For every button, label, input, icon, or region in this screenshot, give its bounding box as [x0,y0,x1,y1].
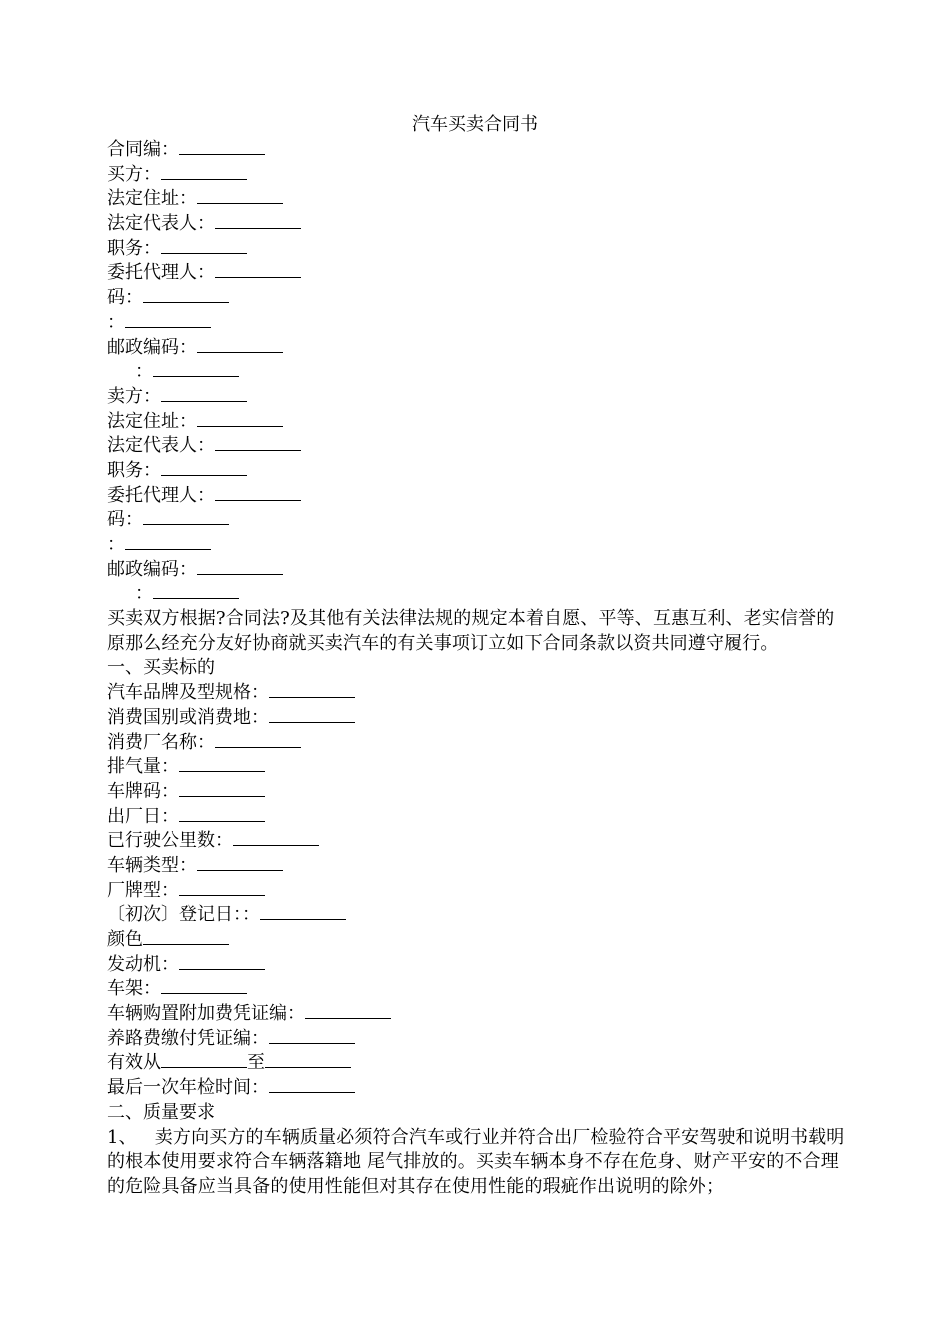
blank-line [153,360,239,377]
seller-postcode: 邮政编码： [107,558,847,583]
blank-line [143,928,229,945]
field-origin: 消费国别或消费地： [107,706,847,731]
field-vehicle-type: 车辆类型： [107,854,847,879]
blank-line [153,582,239,599]
field-validity: 有效从 至 [107,1051,847,1076]
section1-heading: 一、买卖标的 [107,657,215,679]
buyer-code: 码： [107,286,847,311]
field-first-registration: 〔初次〕登记日：： [107,903,847,928]
blank-line [305,1002,391,1019]
blank-line [179,953,265,970]
blank-line [197,187,283,204]
item-text: 卖方向买方的车辆质量必须符合汽车或行业并符合出厂检验符合平安驾驶和说明书载明的根本使用要求符合车辆落籍地 尾气排放的。买卖车辆本身不存在危身、财产平安的不合理的危险具备应当具备的使用性能但对其存在使用性能的瑕疵作出说明的除外； [107,1126,845,1197]
buyer-address: 法定住址： [107,187,847,212]
seller-legal-rep: 法定代表人： [107,434,847,459]
buyer-postcode: 邮政编码： [107,336,847,361]
field-frame: 车架： [107,977,847,1002]
blank-line [215,212,301,229]
buyer-contract-no: 合同编： [107,138,847,163]
blank-line [269,1076,355,1093]
blank-line [215,731,301,748]
field-manufacturer: 消费厂名称： [107,731,847,756]
field-engine: 发动机： [107,953,847,978]
field-factory-date: 出厂日： [107,805,847,830]
blank-line [125,533,211,550]
blank-line [161,237,247,254]
buyer-legal-rep: 法定代表人： [107,212,847,237]
blank-line [215,434,301,451]
blank-line [197,558,283,575]
document-title: 汽车买卖合同书 [412,114,538,135]
intro-paragraph: 买卖双方根据?合同法?及其他有关法律法规的规定本着自愿、平等、互惠互利、老实信誉的原那么经充分友好协商就买卖汽车的有关事项订立如下合同条款以资共同遵守履行。 [107,608,835,654]
seller-colon2: ： [107,582,847,607]
field-brand-model: 汽车品牌及型规格： [107,681,847,706]
blank-line [197,410,283,427]
section2-heading: 二、质量要求 [107,1101,215,1123]
document-body [107,138,847,1200]
blank-line [179,780,265,797]
field-last-inspection: 最后一次年检时间： [107,1076,847,1101]
blank-line [143,508,229,525]
blank-line [269,706,355,723]
seller-colon: ： [107,533,847,558]
blank-line [215,484,301,501]
seller-address: 法定住址： [107,410,847,435]
item-number: 1、 [107,1126,137,1148]
blank-line [260,903,346,920]
blank-line [179,879,265,896]
seller-agent: 委托代理人： [107,484,847,509]
blank-line [161,1051,247,1068]
field-factory-model: 厂牌型： [107,879,847,904]
blank-line [197,336,283,353]
seller-party: 卖方： [107,385,847,410]
buyer-position: 职务： [107,237,847,262]
field-purchase-tax: 车辆购置附加费凭证编： [107,1002,847,1027]
blank-line [197,854,283,871]
buyer-agent: 委托代理人： [107,261,847,286]
blank-line [233,829,319,846]
seller-position: 职务： [107,459,847,484]
field-plate: 车牌码： [107,780,847,805]
blank-line [269,1027,355,1044]
blank-line [269,681,355,698]
blank-line [125,311,211,328]
blank-line [143,286,229,303]
buyer-colon: ： [107,311,847,336]
blank-line [161,163,247,180]
buyer-colon2: ： [107,360,847,385]
field-road-fee: 养路费缴付凭证编： [107,1027,847,1052]
blank-line [161,977,247,994]
blank-line [161,385,247,402]
section2-item1 [107,1126,847,1200]
field-color: 颜色 [107,928,847,953]
field-mileage: 已行驶公里数： [107,829,847,854]
blank-line [265,1051,351,1068]
blank-line [179,805,265,822]
field-displacement: 排气量： [107,755,847,780]
buyer-party: 买方： [107,163,847,188]
seller-code: 码： [107,508,847,533]
blank-line [215,261,301,278]
blank-line [161,459,247,476]
blank-line [179,138,265,155]
blank-line [179,755,265,772]
